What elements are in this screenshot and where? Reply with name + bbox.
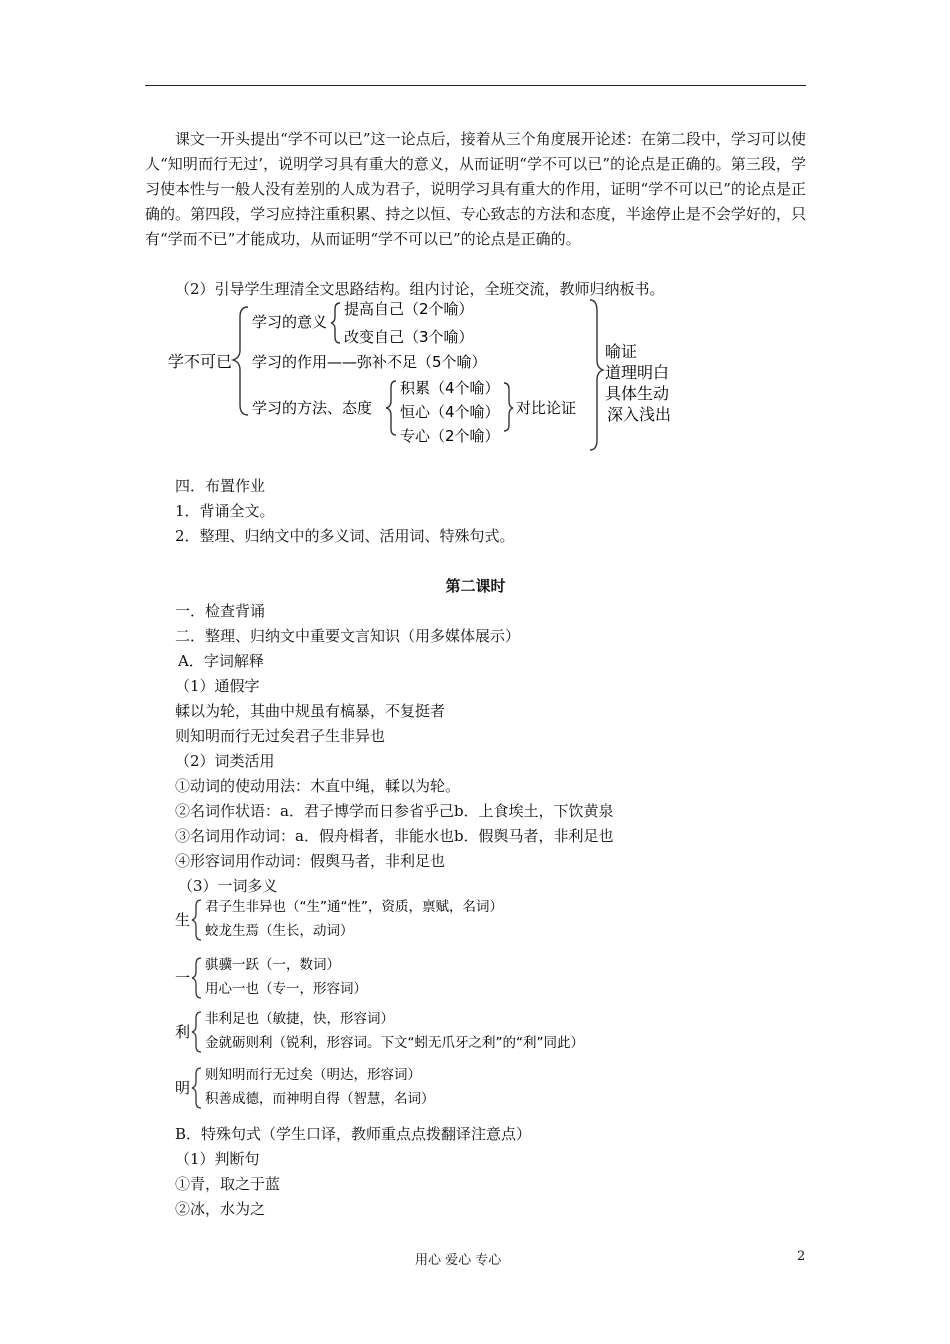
board-accumulate: 积累（4个喻） xyxy=(400,379,500,397)
lesson2-line-10: ③名词用作动词：a．假舟楫者，非能水也b．假舆马者，非利足也 xyxy=(175,827,614,845)
lesson2-title: 第二课时 xyxy=(445,577,506,595)
lesson2-line-4: （1）通假字 xyxy=(175,677,260,695)
polysemy-3b: 金就砺则利（锐利，形容词。下文“蚓无爪牙之利”的“利”同此） xyxy=(205,1035,584,1051)
board-r2: 道理明白 xyxy=(605,363,670,382)
polysemy-char-4: 明 xyxy=(175,1079,191,1097)
header-rule xyxy=(145,85,806,86)
lesson2-line-2: 二．整理、归纳文中重要文言知识（用多媒体展示） xyxy=(175,627,521,645)
sentences-line-2: ①青，取之于蓝 xyxy=(175,1175,281,1193)
polysemy-2b: 用心一也（专一，形容词） xyxy=(205,981,367,997)
lesson2-line-11: ④形容词用作动词：假舆马者，非利足也 xyxy=(175,852,446,870)
board-root: 学不可已 xyxy=(168,352,233,371)
polysemy-diagram xyxy=(175,892,695,1114)
lesson2-line-8: ①动词的使动用法：木直中绳，輮以为轮。 xyxy=(175,777,461,795)
polysemy-3a: 非利足也（敏捷，快，形容词） xyxy=(205,1011,394,1027)
polysemy-2a: 骐骥一跃（一，数词） xyxy=(205,957,340,973)
polysemy-1b: 蛟龙生焉（生长，动词） xyxy=(205,923,354,939)
footer-motto: 用心 爱心 专心 xyxy=(415,1253,502,1268)
sentences-title: B．特殊句式（学生口译，教师重点点拨翻译注意点） xyxy=(175,1125,532,1143)
lesson2-line-1: 一．检查背诵 xyxy=(175,602,266,620)
lesson2-line-9: ②名词作状语：a．君子博学而日参省乎己b．上食埃土，下饮黄泉 xyxy=(175,802,614,820)
board-change: 改变自己（3个喻） xyxy=(344,328,474,346)
polysemy-char-1: 生 xyxy=(175,911,191,929)
board-r1: 喻证 xyxy=(605,342,638,361)
homework-title: 四．布置作业 xyxy=(175,477,266,495)
board-r4: 深入浅出 xyxy=(607,405,672,424)
polysemy-char-2: 一 xyxy=(175,969,191,987)
board-persevere: 恒心（4个喻） xyxy=(400,403,500,421)
intro-paragraph: 课文一开头提出“学不可以已”这一论点后，接着从三个角度展开论述：在第二段中，学习可以使人“知明而行无过’，说明学习具有重大的意义，从而证明“学不可以已”的论点是正确的。第三段，学习使本性与一般人没有差别的人成为君子，说明学习具有重大的作用，证明“学不可以已”的论点是正确的。第四段，学习应持注重积累、持之以恒、专心致志的方法和态度，半途停止是不会学好的，只有“学而不已”才能成功，从而证明“学不可以已”的论点是正确的。 xyxy=(145,130,806,248)
lesson2-line-7: （2）词类活用 xyxy=(175,752,275,770)
polysemy-1a: 君子生非异也（“生”通“性”，资质，禀赋，名词） xyxy=(205,899,503,915)
homework-item-1: 1．背诵全文。 xyxy=(175,502,275,520)
step-2: （2）引导学生理清全文思路结构。组内讨论，全班交流，教师归纳板书。 xyxy=(175,280,665,298)
structure-diagram xyxy=(160,295,690,460)
lesson2-line-5: 輮以为轮，其曲中规虽有槁暴，不复挺者 xyxy=(175,702,446,720)
board-function: 学习的作用——弥补不足（5个喻） xyxy=(252,353,487,371)
board-contrast: 对比论证 xyxy=(516,399,577,417)
board-r3: 具体生动 xyxy=(605,384,670,403)
homework-item-2: 2．整理、归纳文中的多义词、活用词、特殊句式。 xyxy=(175,527,515,545)
polysemy-4b: 积善成德，而神明自得（智慧，名词） xyxy=(205,1091,435,1107)
lesson2-line-12: （3）一词多义 xyxy=(178,877,278,895)
lesson2-line-6: 则知明而行无过矣君子生非异也 xyxy=(175,727,386,745)
board-improve: 提高自己（2个喻） xyxy=(344,300,474,318)
board-focus: 专心（2个喻） xyxy=(400,427,500,445)
board-significance: 学习的意义 xyxy=(252,313,328,331)
polysemy-4a: 则知明而行无过矣（明达，形容词） xyxy=(205,1067,421,1083)
polysemy-char-3: 利 xyxy=(175,1023,191,1041)
sentences-line-1: （1）判断句 xyxy=(175,1150,260,1168)
page-number: 2 xyxy=(797,1249,806,1264)
board-method: 学习的方法、态度 xyxy=(252,399,373,417)
sentences-line-3: ②冰，水为之 xyxy=(175,1200,266,1218)
lesson2-line-3: A．字词解释 xyxy=(178,652,264,670)
